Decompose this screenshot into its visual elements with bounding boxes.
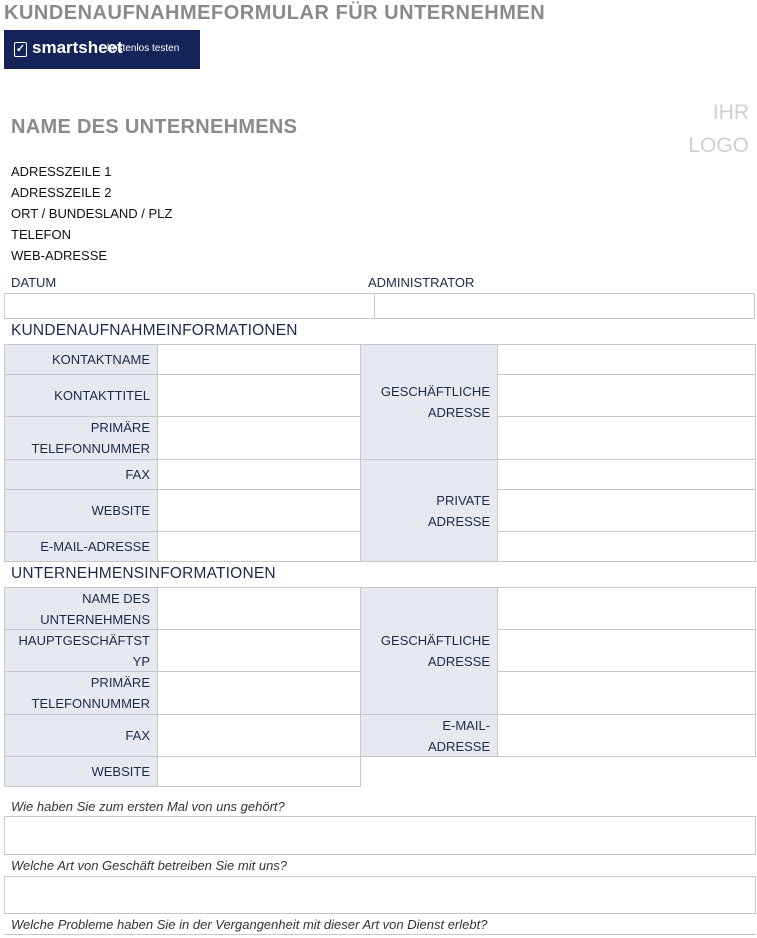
business-fax-field[interactable] <box>157 714 361 757</box>
label-email-text: E-MAIL-ADRESSE <box>40 539 150 554</box>
private-address-line-3[interactable] <box>497 531 756 562</box>
answer-3-field[interactable] <box>4 934 756 938</box>
admin-label: ADMINISTRATOR <box>368 275 475 290</box>
intake-heading: KUNDENAUFNAHMEINFORMATIONEN <box>11 322 298 339</box>
label-business-website <box>4 756 158 787</box>
label-primary-phone <box>4 416 158 460</box>
label-business-address <box>360 344 498 460</box>
answer-1-field[interactable] <box>4 816 756 855</box>
logo-placeholder <box>669 96 749 162</box>
private-address-line-1[interactable] <box>497 459 756 490</box>
label-business-address-text: GESCHÄFTLICHE ADRESSE <box>380 384 490 420</box>
label-company-name <box>4 587 158 630</box>
smartsheet-banner[interactable] <box>4 30 200 69</box>
label-website <box>4 489 158 532</box>
form-title: KUNDENAUFNAHMEFORMULAR FÜR UNTERNEHMEN <box>4 2 546 24</box>
address-line-2: ADRESSZEILE 2 <box>11 185 112 200</box>
label-fax-text: FAX <box>125 467 150 482</box>
question-2: Welche Art von Geschäft betreiben Sie mit uns? <box>11 858 288 873</box>
label-private-address-text: PRIVATE ADRESSE <box>428 492 491 529</box>
company-name: NAME DES UNTERNEHMENS <box>11 116 298 138</box>
label-contact-title-text: KONTAKTTITEL <box>54 388 150 403</box>
label-fax <box>4 459 158 490</box>
label-email <box>4 531 158 562</box>
address-city-state-zip: ORT / BUNDESLAND / PLZ <box>11 206 173 221</box>
business-address-line-3[interactable] <box>497 416 756 460</box>
banner-cta: kostenlos testen <box>107 43 180 54</box>
label-primary-phone-text: PRIMÄRE TELEFONNUMMER <box>31 420 150 456</box>
business-phone-field[interactable] <box>157 671 361 715</box>
address-line-1: ADRESSZEILE 1 <box>11 164 112 179</box>
company-email-field[interactable] <box>497 714 756 757</box>
contact-name-field[interactable] <box>157 344 361 375</box>
checkmark-icon: ✓ <box>15 43 26 55</box>
label-contact-name <box>4 344 158 375</box>
address-web: WEB-ADRESSE <box>11 248 108 263</box>
label-contact-title <box>4 374 158 417</box>
question-3: Welche Probleme haben Sie in der Vergangenheit mit dieser Art von Dienst erlebt? <box>11 917 488 932</box>
company-address-line-2[interactable] <box>497 629 756 672</box>
date-label: DATUM <box>11 275 57 290</box>
answer-2-field[interactable] <box>4 876 756 914</box>
label-contact-name-text: KONTAKTNAME <box>52 352 150 367</box>
contact-title-field[interactable] <box>157 374 361 417</box>
business-type-field[interactable] <box>157 629 361 672</box>
label-business-fax-text: FAX <box>125 728 150 743</box>
business-address-line-1[interactable] <box>497 344 756 375</box>
label-business-type-text: HAUPTGESCHÄFTSTYP <box>18 632 150 669</box>
fax-field[interactable] <box>157 459 361 490</box>
date-field[interactable] <box>4 293 375 319</box>
label-company-address <box>360 587 498 715</box>
label-business-fax <box>4 714 158 757</box>
label-business-type <box>4 629 158 672</box>
label-company-address-text: GESCHÄFTLICHE ADRESSE <box>380 633 490 669</box>
website-field[interactable] <box>157 489 361 532</box>
business-heading: UNTERNEHMENSINFORMATIONEN <box>11 565 276 582</box>
label-company-name-text: NAME DES UNTERNEHMENS <box>40 590 150 627</box>
company-address-line-3[interactable] <box>497 671 756 715</box>
address-phone: TELEFON <box>11 227 71 242</box>
banner-brand: smartsheet <box>32 38 123 57</box>
company-address-line-1[interactable] <box>497 587 756 630</box>
admin-field[interactable] <box>374 293 755 319</box>
primary-phone-field[interactable] <box>157 416 361 460</box>
question-1: Wie haben Sie zum ersten Mal von uns gehört? <box>11 799 285 814</box>
label-company-email <box>360 714 498 757</box>
logo-line-1: IHR <box>712 101 749 124</box>
label-business-website-text: WEBSITE <box>91 764 150 779</box>
logo-line-2: LOGO <box>688 134 749 157</box>
business-address-line-2[interactable] <box>497 374 756 417</box>
label-business-phone <box>4 671 158 715</box>
company-name-field[interactable] <box>157 587 361 630</box>
business-website-field[interactable] <box>157 756 361 787</box>
email-field[interactable] <box>157 531 361 562</box>
label-website-text: WEBSITE <box>91 503 150 518</box>
label-business-phone-text: PRIMÄRE TELEFONNUMMER <box>31 675 150 711</box>
private-address-line-2[interactable] <box>497 489 756 532</box>
label-private-address <box>360 459 498 562</box>
label-company-email-text: E-MAIL-ADRESSE <box>428 717 491 754</box>
